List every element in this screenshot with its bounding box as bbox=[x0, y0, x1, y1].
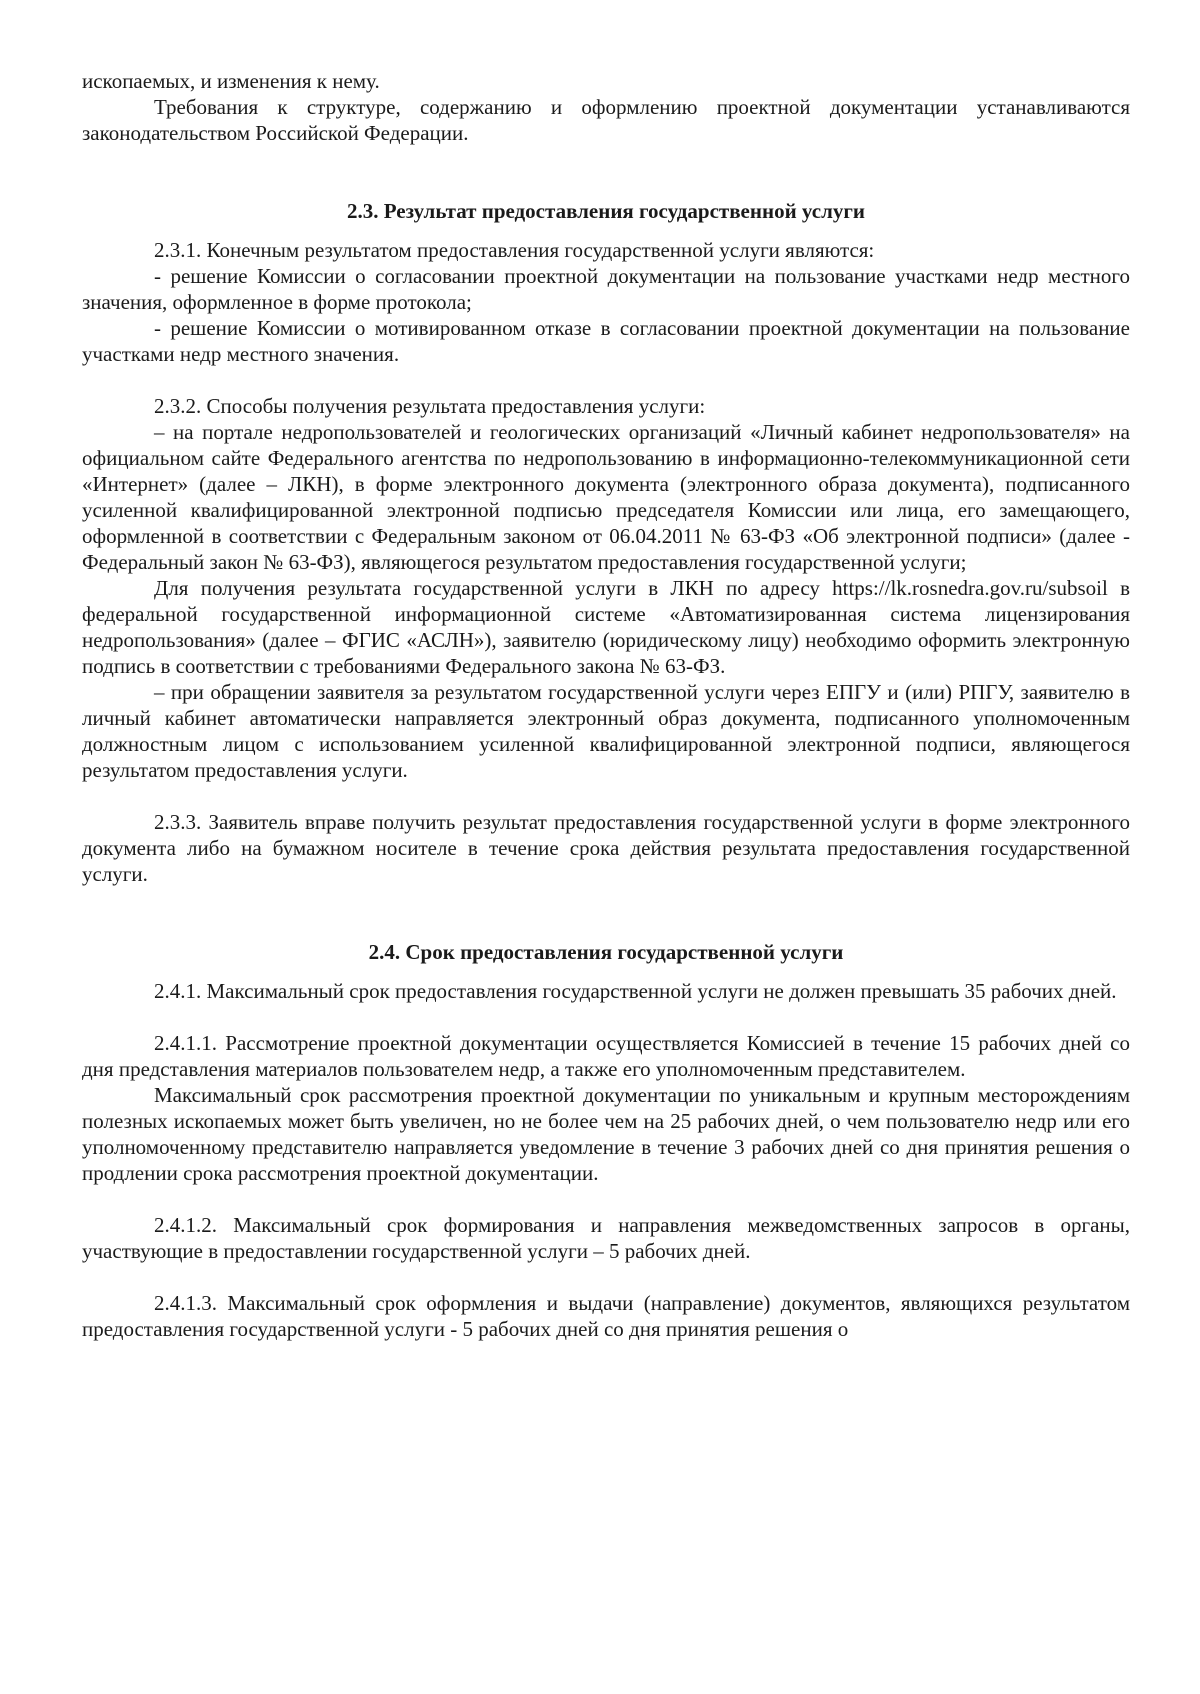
section-2-4-heading: 2.4. Срок предоставления государственной услуги bbox=[368, 940, 844, 964]
paragraph-2-3-2-b: Для получения результата государственной услуги в ЛКН по адресу https://lk.rosnedra.gov.ru/subsoil в федеральной государственной информационной системе «Автоматизированная система лицензирования недропользования» (далее – ФГИС «АСЛН»), заявителю (юридическому лицу) необходимо оформить электронную подпись в соответствии с требованиями Федерального закона № 63-ФЗ. bbox=[82, 576, 1130, 678]
paragraph-2-3-3: 2.3.3. Заявитель вправе получить результат предоставления государственной услуги в форме электронного документа либо на бумажном носителе в течение срока действия результата предоставления государственной услуги. bbox=[82, 810, 1130, 886]
paragraph-2-4-1: 2.4.1. Максимальный срок предоставления государственной услуги не должен превышать 35 рабочих дней. bbox=[154, 979, 1117, 1003]
paragraph-2-4-1-1-b: Максимальный срок рассмотрения проектной документации по уникальным и крупным месторождениям полезных ископаемых может быть увеличен, но не более чем на 25 рабочих дней, о чем пользователю недр или его уполномоченному представителю направляется уведомление в течение 3 рабочих дней со дня принятия решения о продлении срока рассмотрения проектной документации. bbox=[82, 1083, 1130, 1185]
paragraph-2-4-1-2: 2.4.1.2. Максимальный срок формирования и направления межведомственных запросов в органы, участвующие в предоставлении государственной услуги – 5 рабочих дней. bbox=[82, 1213, 1130, 1263]
requirements-paragraph: Требования к структуре, содержанию и оформлению проектной документации устанавливаются законодательством Российской Федерации. bbox=[82, 95, 1130, 145]
paragraph-2-4-1-1: 2.4.1.1. Рассмотрение проектной документации осуществляется Комиссией в течение 15 рабочих дней со дня представления материалов пользователем недр, а также его уполномоченным представителем. bbox=[82, 1031, 1130, 1081]
paragraph-2-3-2-c: – при обращении заявителя за результатом государственной услуги через ЕПГУ и (или) РПГУ, заявителю в личный кабинет автоматически направляется электронный образ документа, подписанного уполномоченным должностным лицом с использованием усиленной квалифицированной электронной подписи, являющегося результатом предоставления услуги. bbox=[82, 680, 1130, 782]
paragraph-2-3-2-a: – на портале недропользователей и геологических организаций «Личный кабинет недропользователя» на официальном сайте Федерального агентства по недропользованию в информационно-телекоммуникационной сети «Интернет» (далее – ЛКН), в форме электронного документа (электронного образа документа), подписанного усиленной квалифицированной электронной подписью председателя Комиссии или лица, его замещающего, оформленной в соответствии с Федеральным законом от 06.04.2011 № 63-ФЗ «Об электронной подписи» (далее - Федеральный закон № 63-ФЗ), являющегося результатом предоставления государственной услуги; bbox=[82, 420, 1130, 574]
paragraph-2-3-2: 2.3.2. Способы получения результата предоставления услуги: bbox=[154, 394, 706, 418]
paragraph-2-3-1-b: - решение Комиссии о мотивированном отказе в согласовании проектной документации на пользование участками недр местного значения. bbox=[82, 316, 1130, 366]
paragraph-2-3-1: 2.3.1. Конечным результатом предоставления государственной услуги являются: bbox=[154, 238, 875, 262]
section-2-3-heading: 2.3. Результат предоставления государственной услуги bbox=[346, 199, 866, 223]
paragraph-2-3-1-a: - решение Комиссии о согласовании проектной документации на пользование участками недр местного значения, оформленное в форме протокола; bbox=[82, 264, 1130, 314]
paragraph-2-4-1-3: 2.4.1.3. Максимальный срок оформления и выдачи (направление) документов, являющихся результатом предоставления государственной услуги - 5 рабочих дней со дня принятия решения о bbox=[82, 1291, 1130, 1341]
continuation-paragraph: ископаемых, и изменения к нему. bbox=[82, 69, 380, 93]
